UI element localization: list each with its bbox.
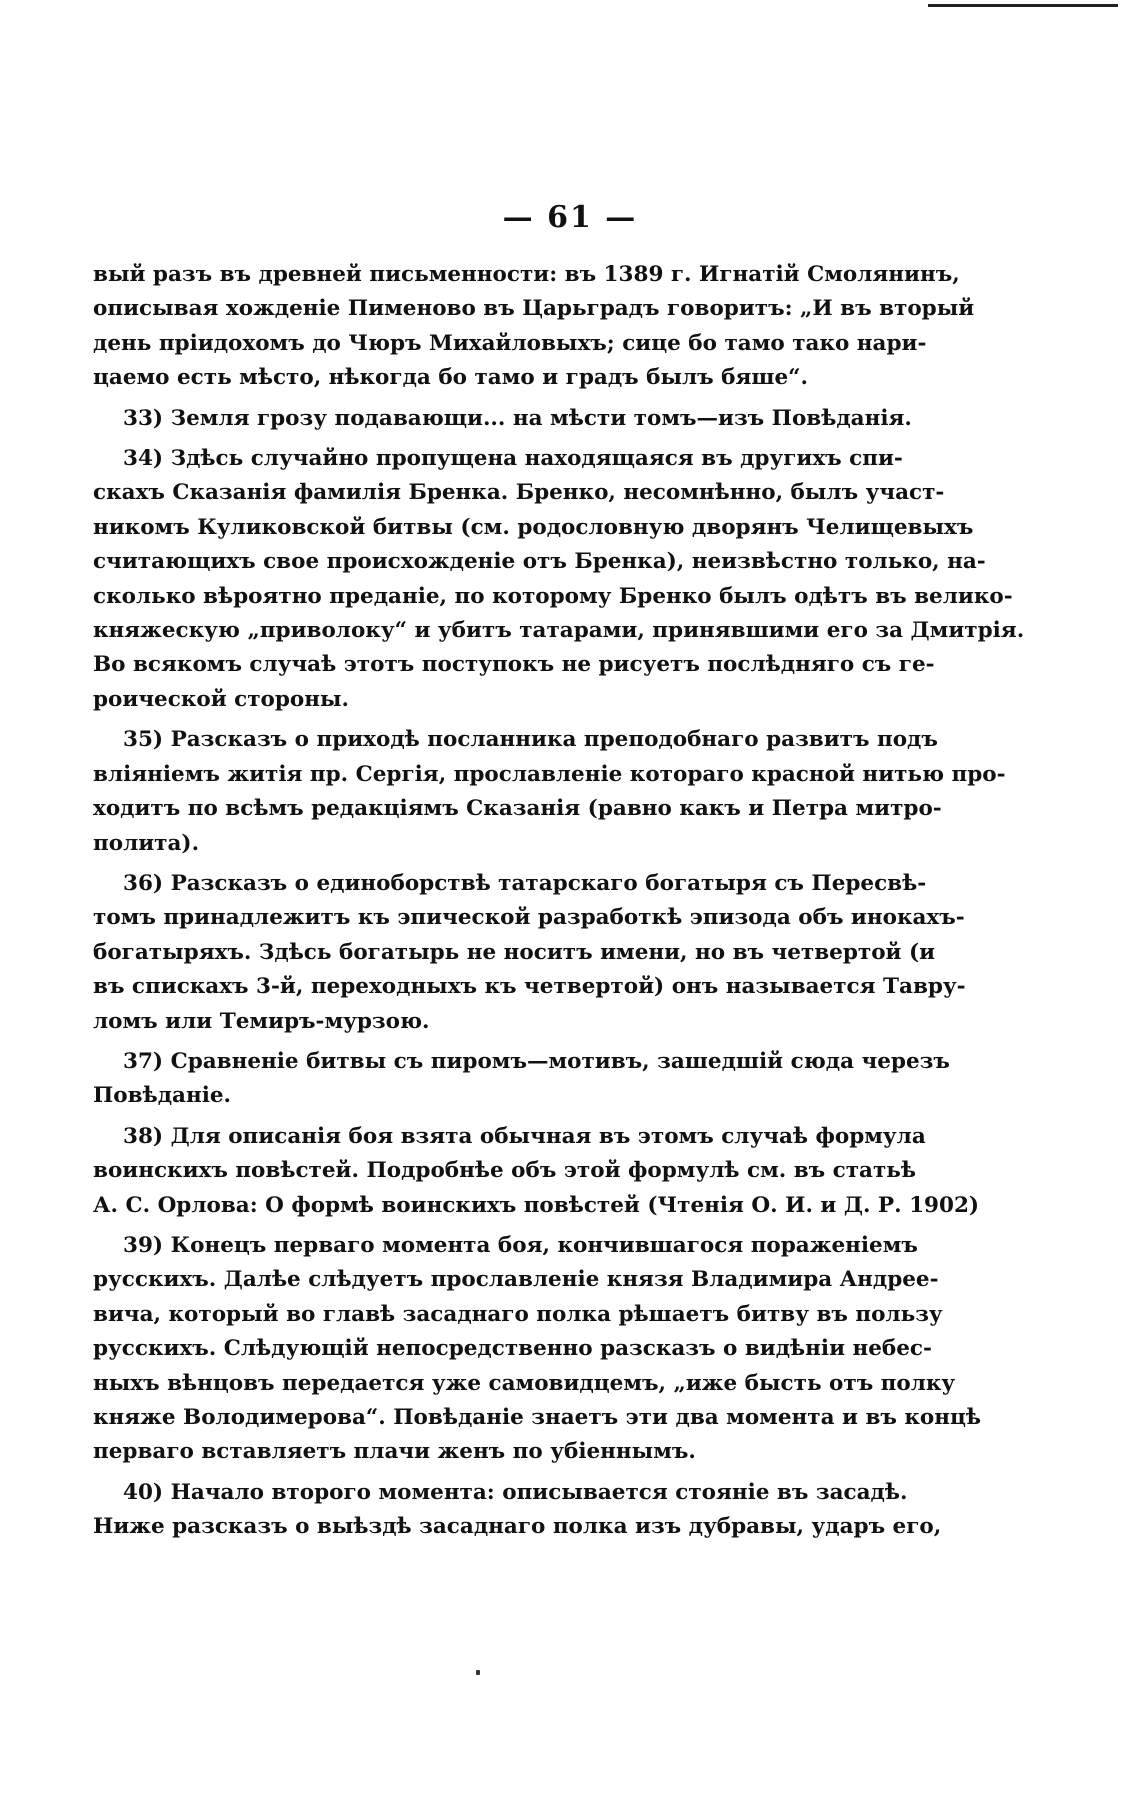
paragraph-p-39: [93, 1229, 981, 1470]
text-line: сколько вѣроятно преданіе, по которому Бренко былъ одѣтъ въ велико-: [93, 583, 1013, 609]
text-line: русскихъ. Слѣдующій непосредственно разсказъ о видѣніи небес-: [93, 1336, 932, 1362]
page-body: [93, 258, 1025, 1551]
text-line: ходитъ по всѣмъ редакціямъ Сказанія (равно какъ и Петра митро-: [93, 796, 942, 822]
top-edge-rule: [928, 4, 1118, 7]
text-line: томъ принадлежитъ къ эпической разработкѣ эпизода объ инокахъ-: [93, 905, 965, 931]
text-line: 37) Сравненіе битвы съ пиромъ—мотивъ, зашедшій сюда черезъ: [123, 1048, 950, 1074]
paragraph-p-40: [93, 1476, 942, 1545]
text-line: богатыряхъ. Здѣсь богатырь не носитъ имени, но въ четвертой (и: [93, 939, 936, 965]
page-number: — 61 —: [502, 200, 638, 235]
text-line: воинскихъ повѣстей. Подробнѣе объ этой формулѣ см. въ статьѣ: [93, 1158, 917, 1184]
text-line: 36) Разсказъ о единоборствѣ татарскаго богатыря съ Пересвѣ-: [123, 870, 927, 896]
text-line: скахъ Сказанія фамилія Бренка. Бренко, несомнѣнно, былъ участ-: [93, 480, 945, 506]
text-line: 39) Конецъ перваго момента боя, кончившагося пораженіемъ: [123, 1232, 918, 1258]
text-line: княже Володимерова“. Повѣданіе знаетъ эти два момента и въ концѣ: [93, 1405, 981, 1430]
text-line: считающихъ свое происхожденіе отъ Бренка), неизвѣстно только, на-: [93, 549, 986, 575]
text-line: Во всякомъ случаѣ этотъ поступокъ не рисуетъ послѣдняго съ ге-: [93, 652, 935, 678]
paragraph-p-38: [93, 1120, 980, 1223]
text-line: ломъ или Темиръ-мурзою.: [93, 1008, 430, 1034]
text-line: вый разъ въ древней письменности: въ 1389 г. Игнатій Смолянинъ,: [93, 262, 960, 287]
text-line: цаемо есть мѣсто, нѣкогда бо тамо и градъ былъ бяше“.: [93, 365, 809, 391]
text-line: описывая хожденіе Пименово въ Царьградъ говоритъ: „И въ вторый: [93, 296, 975, 322]
text-line: въ спискахъ 3-й, переходныхъ къ четвертой) онъ называется Тавру-: [93, 974, 966, 1000]
text-line: 35) Разсказъ о приходѣ посланника преподобнаго развитъ подъ: [123, 727, 938, 753]
paragraph-p-continuation: [93, 258, 975, 396]
paragraph-p-37: [93, 1045, 950, 1114]
text-line: роической стороны.: [93, 686, 350, 712]
text-line: княжескую „приволоку“ и убитъ татарами, принявшими его за Дмитрія.: [93, 618, 1025, 644]
text-line: ныхъ вѣнцовъ передается уже самовидцемъ, „иже бысть отъ полку: [93, 1370, 956, 1396]
paragraph-p-35: [93, 723, 1006, 861]
text-line: вича, который во главѣ засаднаго полка рѣшаетъ битву въ пользу: [93, 1301, 943, 1327]
paragraph-p-36: [93, 867, 966, 1039]
text-line: перваго вставляетъ плачи женъ по убіеннымъ.: [93, 1439, 696, 1465]
paragraph-p-33: [93, 402, 912, 436]
text-line: полита).: [93, 830, 200, 856]
text-line: 40) Начало второго момента: описывается стояніе въ засадѣ.: [123, 1479, 908, 1505]
text-line: 33) Земля грозу подавающи... на мѣсти томъ—изъ Повѣданія.: [123, 405, 912, 431]
text-line: 38) Для описанія боя взята обычная въ этомъ случаѣ формула: [123, 1123, 926, 1149]
text-line: никомъ Куликовской битвы (см. родословную дворянъ Челищевыхъ: [93, 514, 974, 540]
text-line: вліяніемъ житія пр. Сергія, прославленіе котораго красной нитью про-: [93, 761, 1006, 787]
paragraph-p-34: [93, 442, 1025, 717]
text-line: Повѣданіе.: [93, 1083, 232, 1109]
ink-speck: [476, 1670, 480, 1675]
text-line: русскихъ. Далѣе слѣдуетъ прославленіе князя Владимира Андрее-: [93, 1267, 939, 1293]
text-line: Ниже разсказъ о выѣздѣ засаднаго полка изъ дубравы, ударъ его,: [93, 1514, 942, 1540]
text-line: 34) Здѣсь случайно пропущена находящаяся въ другихъ спи-: [123, 446, 903, 472]
text-line: день пріидохомъ до Чюръ Михайловыхъ; сице бо тамо тако нари-: [93, 330, 927, 356]
text-line: А. С. Орлова: О формѣ воинскихъ повѣстей (Чтенія О. И. и Д. Р. 1902): [93, 1192, 980, 1218]
